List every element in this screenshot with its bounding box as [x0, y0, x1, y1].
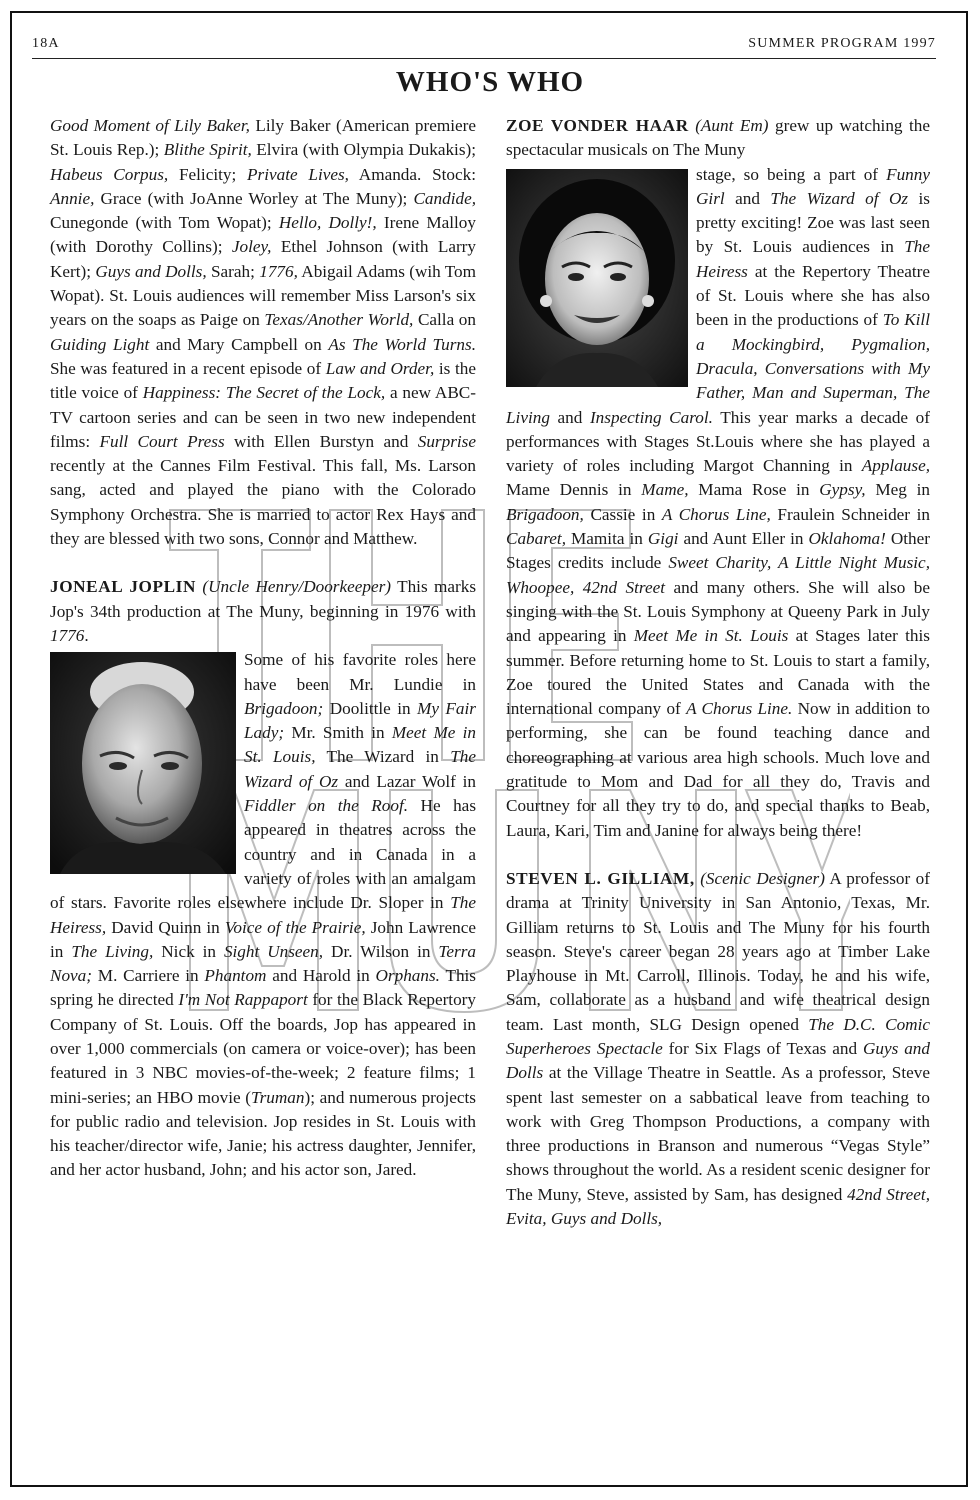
text-run: at the Village Theatre in Seattle. As a professor, Steve spent last semester on a sabbatical leave from teaching to work with Greg Thompson Productions, a company with three productions in Branson and numerous “Vegas Style” shows throughout the world. As a resident scenic designer for The Muny, Steve, assisted by Sam, has designed — [506, 1063, 930, 1204]
text-run: Applause, — [861, 456, 930, 476]
text-run: at the Repertory Theatre of St. Louis where she has also been in the productions of — [696, 261, 930, 330]
text-run: Law and Order, — [325, 358, 435, 378]
text-run: Terra Nova; — [50, 941, 476, 986]
text-run: This marks Jop's 34th production at The Muny, beginning in 1976 with — [50, 577, 477, 621]
text-run: and Lazar Wolf in — [338, 771, 477, 791]
text-run: The Living, — [71, 941, 154, 961]
text-run: Sight Unseen, — [223, 941, 324, 961]
text-run: Fraulein Schneider in — [770, 504, 930, 524]
joplin-bio-intro — [50, 575, 476, 648]
page-title: WHO'S WHO — [395, 66, 585, 98]
text-run: The Heiress, — [50, 893, 476, 937]
text-run: Mamita in — [566, 529, 648, 549]
text-run: Full Court Press — [99, 431, 225, 451]
text-run: Meet Me in St. Louis — [633, 626, 789, 646]
page-header — [32, 34, 936, 59]
text-run: . — [84, 625, 89, 645]
text-run: Oklahoma! — [808, 529, 886, 549]
text-run: The Wizard of Oz — [244, 747, 476, 791]
haar-bio-intro — [506, 114, 930, 163]
text-run: 42nd Street, Evita, Guys and Dolls, — [506, 1184, 931, 1229]
text-run: David Quinn in — [106, 917, 225, 937]
text-run: and Aunt Eller in — [678, 529, 809, 549]
text-run: Gigi — [647, 529, 679, 549]
text-run: The D.C. Comic Superheroes Spectacle — [506, 1014, 930, 1058]
text-run: Gypsy, — [819, 480, 866, 500]
text-run: ); and numerous projects for public radio and television. Jop resides in St. Louis with his teacher/director wife, Janie; his actress daughter, Jennifer, and her actor husband, John; and his actor son, Jared. — [50, 1087, 476, 1180]
text-run: Sarah; — [206, 261, 260, 281]
text-run: and — [724, 188, 771, 208]
text-run: My Fair Lady; — [244, 698, 476, 743]
text-run: Doolittle in — [323, 698, 418, 718]
text-run: Hello, Dolly!, — [278, 213, 377, 233]
text-run: Felicity; — [168, 164, 248, 184]
text-run: Blithe Spirit, — [163, 140, 252, 160]
text-run: Sweet Charity, A Little Night Music, Whoopee, 42nd Street — [506, 553, 930, 597]
text-run: Mama Rose in — [688, 480, 820, 500]
text-run: Calla on — [413, 310, 476, 330]
text-run: Amanda. Stock: — [348, 164, 476, 184]
text-run: is pretty exciting! Zoe was last seen by St. Louis audiences in — [696, 188, 930, 257]
text-run: Ethel Johnson (with Larry Kert); — [50, 237, 476, 281]
text-run: A Chorus Line. — [686, 699, 793, 719]
text-run: Dr. Wilson in — [323, 941, 439, 961]
text-run: The Heiress — [696, 237, 930, 281]
text-run: Mame Dennis in — [506, 480, 642, 500]
text-run: Cassie in — [583, 504, 662, 524]
text-run: for Six Flags of Texas and — [662, 1038, 863, 1058]
text-run: Private Lives, — [247, 164, 349, 184]
text-run: ZOE VONDER HAAR — [506, 116, 689, 135]
text-run: Candide, — [413, 188, 476, 208]
text-run: with Ellen Burstyn and — [224, 431, 418, 451]
text-run: Annie, — [50, 188, 95, 208]
text-run: stage, so being a part of — [696, 164, 887, 184]
text-run: Meg in — [865, 480, 930, 500]
text-run: Elvira (with Olympia Dukakis); — [251, 140, 477, 160]
text-run: (Uncle Henry/Doorkeeper) — [202, 577, 392, 597]
text-run: (Aunt Em) — [695, 116, 769, 135]
text-run: Grace (with JoAnne Worley at The Muny); — [94, 188, 414, 208]
haar-headshot — [506, 169, 688, 387]
text-run: 1776 — [50, 625, 85, 645]
text-run: Lily Baker (American premiere St. Louis Rep.); — [50, 116, 476, 160]
gilliam-bio — [506, 867, 930, 1231]
text-run: and — [549, 407, 590, 427]
text-run: Nick in — [153, 941, 224, 961]
text-run: and Mary Campbell on — [149, 334, 329, 354]
text-run: The Wizard in — [315, 747, 451, 767]
joplin-headshot — [50, 652, 236, 874]
text-run: Voice of the Prairie, — [224, 917, 366, 937]
text-run: M. Carriere in — [92, 966, 205, 986]
text-run: and Harold in — [266, 966, 376, 986]
text-run: Orphans. — [375, 966, 440, 986]
text-run: Meet Me in St. Louis, — [244, 723, 476, 767]
text-run: A Chorus Line, — [661, 504, 771, 524]
text-run: Brigadoon, — [506, 504, 584, 524]
text-run: Fiddler on the Roof. — [244, 796, 409, 816]
text-run: Cabaret, — [506, 529, 566, 549]
text-run: To Kill a Mockingbird, Pygmalion, Dracula, Conversations with My Father, Man and Superman, The Living — [506, 310, 930, 427]
text-run: grew up watching the spectacular musicals on The Muny — [506, 116, 931, 160]
text-run: is the title voice of — [50, 358, 477, 403]
text-run: The Wizard of Oz — [770, 188, 909, 208]
text-run: Other Stages credits include — [506, 529, 930, 573]
text-run: I'm Not Rappaport — [178, 990, 308, 1010]
text-run: He has appeared in theatres across the country and in Canada in a variety of roles with an amalgam of stars. Favorite roles elsewhere include Dr. Sloper in — [50, 796, 477, 913]
text-run: 1776, — [259, 261, 298, 281]
text-run: recently at the Cannes Film Festival. This fall, Ms. Larson sang, acted and played the piano with the Colorado Symphony Orchestra. She is married to actor Rex Hays and they are blessed with two sons, Connor and Matthew. — [50, 456, 476, 549]
text-run: for the Black Repertory Company of St. Louis. Off the boards, Jop has appeared in over 1,000 commercials (on camera or voice-over); has been featured in 3 NBC movies-of-the-week; 2 feature films; 1 mini-series; an HBO movie ( — [50, 990, 476, 1107]
text-run: This spring he directed — [50, 966, 476, 1010]
text-run: Irene Malloy (with Dorothy Collins); — [50, 213, 476, 257]
left-column — [50, 114, 476, 1183]
text-run: Phantom — [204, 966, 267, 986]
text-run: Habeus Corpus, — [50, 164, 169, 184]
larson-bio — [50, 114, 476, 551]
text-run: Cunegonde (with Tom Wopat); — [50, 213, 279, 233]
text-run: Mame, — [641, 480, 689, 500]
text-run: Brigadoon; — [244, 698, 324, 718]
text-run: Funny Girl — [696, 164, 930, 208]
text-run: (Scenic Designer) — [700, 868, 825, 888]
text-run: Guiding Light — [50, 334, 150, 354]
text-run: Happiness: The Secret of the Lock, — [142, 383, 386, 403]
text-run: a new ABC-TV cartoon series and can be seen in two new independent films: — [50, 383, 476, 451]
text-run: Texas/Another World, — [264, 310, 414, 330]
text-run: and many others. She will also be singing with the St. Louis Symphony at Queeny Park in July and appearing in — [506, 577, 931, 646]
text-run: Guys and Dolls — [506, 1038, 930, 1083]
text-run: She was featured in a recent episode of — [50, 358, 326, 378]
text-run: John Lawrence in — [50, 917, 477, 961]
text-run: at Stages later this summer. Before returning home to St. Louis to start a family, Zoe toured the United States and Canada with the international company of — [506, 626, 930, 719]
text-run: Some of his favorite roles here have been Mr. Lundie in — [244, 650, 476, 694]
text-run: Now in addition to performing, she can be found teaching dance and choreographing at various area high schools. Much love and gratitude to Mom and Dad for all they do, Travis and Courtney for all they try to do, and special thanks to Beab, Laura, Kari, Tim and Janine for always being there! — [506, 699, 930, 840]
text-run: As The World Turns. — [328, 334, 476, 354]
program-title: SUMMER PROGRAM 1997 — [748, 36, 936, 51]
text-run: This year marks a decade of performances with Stages St.Louis where she has played a variety of roles including Margot Channing in — [506, 407, 930, 476]
page-number: 18A — [32, 36, 60, 51]
text-run: JONEAL JOPLIN — [50, 577, 196, 597]
text-run: A professor of drama at Trinity University in San Antonio, Texas, Mr. Gilliam returns to St. Louis and The Muny for his fourth season. Steve's career began 28 years ago at Timber Lake Playhouse in Mt. Carroll, Illinois. Today, he and his wife, Sam, collaborate as a husband and wife theatrical design team. Last month, SLG Design opened — [506, 868, 930, 1034]
text-run: Surprise — [417, 431, 476, 451]
text-run: Joley, — [231, 237, 272, 257]
text-run: STEVEN L. GILLIAM, — [506, 868, 695, 888]
text-run: Inspecting Carol. — [589, 407, 713, 427]
text-run: Truman — [251, 1087, 305, 1107]
text-run: Abigail Adams (wih Tom Wopat). St. Louis audiences will remember Miss Larson's six years on the soaps as Paige on — [50, 261, 476, 330]
text-run: Good Moment of Lily Baker, — [50, 116, 250, 135]
text-run: Guys and Dolls, — [95, 261, 207, 281]
text-run: Mr. Smith in — [284, 723, 392, 743]
right-column — [506, 114, 930, 1231]
